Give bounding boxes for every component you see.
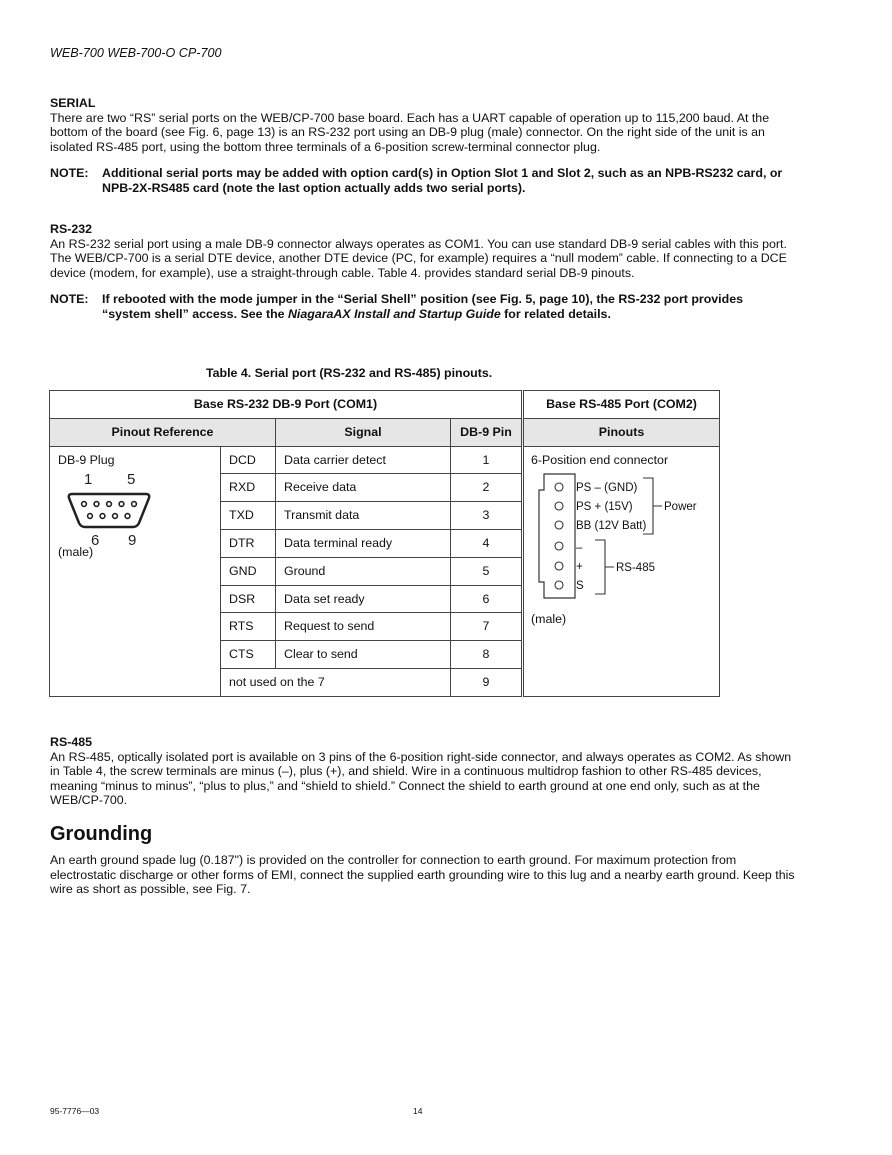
row-pin: 7 [451,613,523,641]
connector-male: (male) [531,612,567,627]
plug-pin-1-label: 1 [84,471,93,489]
rs232-heading: RS-232 [50,222,93,236]
row-signal: Receive data [276,474,451,502]
rs485-connector-cell [523,446,720,696]
note-label: NOTE: [50,166,89,180]
row-abbr: DTR [221,529,276,557]
row-signal: Clear to send [276,641,451,669]
db9-plug-label: DB-9 Plug [58,452,115,467]
row-signal: not used on the 7 [221,668,451,696]
row-pin: 9 [451,668,523,696]
page-number: 14 [413,1106,423,1116]
terminal-2-label: PS + (15V) [576,501,633,514]
serial-section [50,96,795,154]
table-group-header [50,391,720,419]
row-pin: 6 [451,585,523,613]
plug-pin-5-label: 5 [127,471,136,489]
note-text: Additional serial ports may be added with option card(s) in Option Slot 1 and Slot 2, such as an NPB-RS232 card, or NPB-2X-RS485 card (note the last option actually adds two serial ports). [102,166,783,195]
row-signal: Request to send [276,613,451,641]
serial-body: There are two “RS” serial ports on the WEB/CP-700 base board. Each has a UART capable of operation up to 115,200 baud. At the bottom of the board (see Fig. 6, page 13) is an RS-232 port using an DB-9 plug (male) connector. On the right side of the unit is an isolated RS-485 port, using the bottom three terminals of a 6-position screw-terminal connector plug. [50,110,770,154]
row-abbr: RTS [221,613,276,641]
table-column-header [50,418,720,446]
terminal-6-label: S [576,580,584,593]
row-abbr: CTS [221,641,276,669]
note-label: NOTE: [50,292,89,306]
col-pinout-reference: Pinout Reference [50,418,276,446]
note-text [102,292,795,321]
table-row [50,446,720,474]
terminal-1-label: PS – (GND) [576,482,638,495]
row-signal: Transmit data [276,502,451,530]
rs485-bracket [595,540,614,594]
rs232-section [50,222,795,280]
row-pin: 4 [451,529,523,557]
group-rs232: Base RS-232 DB-9 Port (COM1) [50,391,523,419]
rs232-note [50,292,795,321]
grounding-heading: Grounding [50,823,153,845]
row-pin: 5 [451,557,523,585]
row-signal: Data terminal ready [276,529,451,557]
db9-plug-cell [50,446,221,696]
row-signal: Data carrier detect [276,446,451,474]
terminal-3-label: BB (12V Batt) [576,520,647,533]
document-number: 95-7776—03 [50,1106,100,1116]
table-caption: Table 4. Serial port (RS-232 and RS-485) pinouts. [206,366,493,380]
serial-heading: SERIAL [50,96,96,110]
row-pin: 2 [451,474,523,502]
note-text-b: for related details. [500,306,611,321]
col-db9-pin: DB-9 Pin [451,418,523,446]
row-abbr: GND [221,557,276,585]
terminal-5-label: + [576,561,583,574]
six-position-connector-icon [531,470,711,600]
rs485-body: An RS-485, optically isolated port is available on 3 pins of the 6-position right-side connector, and always operates as COM2. As shown in Table 4, the screw terminals are minus (–), plus (+), and shield. Wire in a continuous multidrop fashion to other RS-485 devices, meaning “minus to minus”, “plus to plus,” and “shield to shield.” Connect the shield to earth ground at one end only, such as at the WEB/CP-700. [50,749,792,808]
grounding-body: An earth ground spade lug (0.187") is provided on the controller for connection to earth ground. For maximum protection from electrostatic discharge or other forms of EMI, connect the supplied earth grounding wire to this lug and a nearby earth ground. Keep this wire as short as possible, see Fig. 7. [50,853,795,897]
plug-pin-6-label: 6 [91,532,100,550]
rs485-label: RS-485 [616,562,655,575]
col-pinouts: Pinouts [523,418,720,446]
row-pin: 8 [451,641,523,669]
power-label: Power [664,501,697,514]
connector-body [539,474,575,598]
connector-title: 6-Position end connector [531,452,669,467]
row-abbr: TXD [221,502,276,530]
db9-connector-icon [58,467,158,549]
row-pin: 3 [451,502,523,530]
row-signal: Ground [276,557,451,585]
pinout-table [49,390,720,697]
note-text-a: If rebooted with the mode jumper in the “Serial Shell” position (see Fig. 5, page 10), the RS-232 port provides “system shell” access. See the [102,292,743,321]
guide-title: NiagaraAX Install and Startup Guide [287,306,501,321]
row-abbr: DSR [221,585,276,613]
terminal-4-label: – [576,542,583,555]
row-signal: Data set ready [276,585,451,613]
rs485-heading: RS-485 [50,735,93,749]
group-rs485: Base RS-485 Port (COM2) [523,391,720,419]
rs485-section [50,735,795,808]
row-pin: 1 [451,446,523,474]
serial-note [50,166,795,195]
db9-plug-male: (male) [58,545,94,560]
plug-pins [82,502,137,519]
plug-pin-9-label: 9 [128,532,137,550]
row-abbr: DCD [221,446,276,474]
plug-shell [69,494,149,527]
running-header: WEB-700 WEB-700-O CP-700 [50,46,222,60]
terminal-screws [555,483,563,589]
col-signal: Signal [276,418,451,446]
row-abbr: RXD [221,474,276,502]
rs232-body: An RS-232 serial port using a male DB-9 connector always operates as COM1. You can use standard DB-9 serial cables with this port. The WEB/CP-700 is a serial DTE device, another DTE device (PC, for example) requires a “null modem” cable. If connecting to a DCE device (modem, for example), use a straight-through cable. Table 4. provides standard serial DB-9 pinouts. [50,236,787,280]
